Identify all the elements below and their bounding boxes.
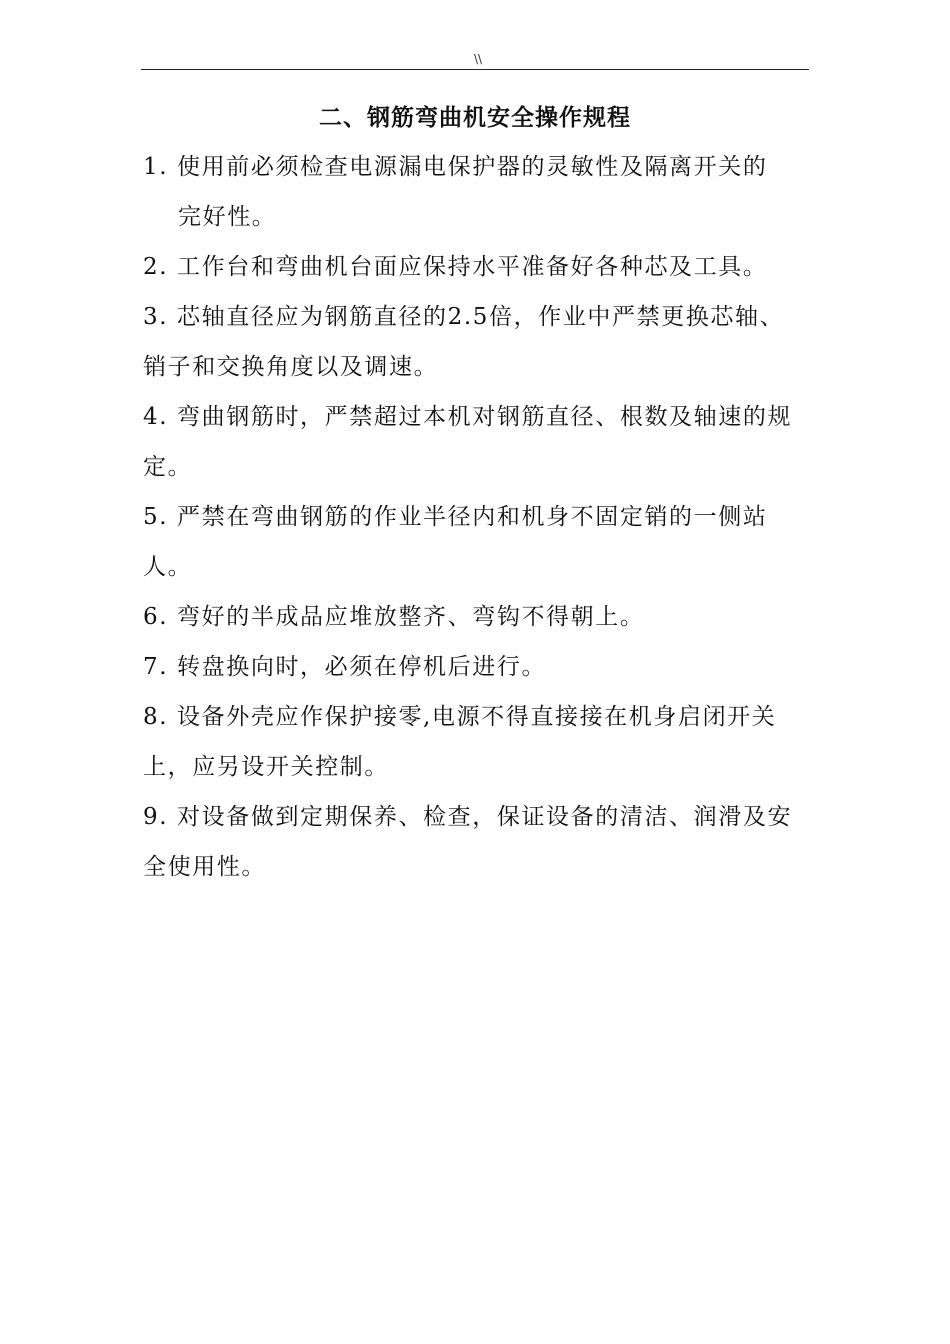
header-rule bbox=[141, 69, 809, 70]
rule-line: 2. 工作台和弯曲机台面应保持水平准备好各种芯及工具。 bbox=[143, 254, 768, 280]
rule-line: 6. 弯好的半成品应堆放整齐、弯钩不得朝上。 bbox=[143, 604, 645, 630]
rule-line: 全使用性。 bbox=[143, 854, 266, 880]
rule-line: 8. 设备外壳应作保护接零,电源不得直接接在机身启闭开关 bbox=[143, 704, 777, 730]
header-mark: \\ bbox=[473, 52, 483, 66]
rule-line: 人。 bbox=[143, 554, 193, 580]
rule-item-4 bbox=[143, 392, 809, 492]
rule-item-9 bbox=[143, 792, 809, 892]
rule-item-3 bbox=[143, 292, 809, 392]
rule-item-5 bbox=[143, 492, 809, 592]
rules-list bbox=[143, 142, 809, 892]
rule-item-7 bbox=[143, 642, 809, 692]
rule-item-8 bbox=[143, 692, 809, 792]
rule-line: 定。 bbox=[143, 454, 193, 480]
rule-line: 销子和交换角度以及调速。 bbox=[143, 354, 439, 380]
rule-item-1 bbox=[143, 142, 809, 242]
rule-item-6 bbox=[143, 592, 809, 642]
rule-line: 3. 芯轴直径应为钢筋直径的2.5倍，作业中严禁更换芯轴、 bbox=[143, 304, 785, 330]
page-title: 二、钢筋弯曲机安全操作规程 bbox=[319, 105, 631, 131]
rule-line: 完好性。 bbox=[178, 204, 277, 230]
rule-line: 1. 使用前必须检查电源漏电保护器的灵敏性及隔离开关的 bbox=[143, 154, 768, 180]
rule-item-2 bbox=[143, 242, 809, 292]
rule-line: 7. 转盘换向时，必须在停机后进行。 bbox=[143, 654, 547, 680]
rule-line: 上，应另设开关控制。 bbox=[143, 754, 389, 780]
rule-line: 4. 弯曲钢筋时，严禁超过本机对钢筋直径、根数及轴速的规 bbox=[143, 404, 793, 430]
rule-line: 9. 对设备做到定期保养、检查，保证设备的清洁、润滑及安 bbox=[143, 804, 793, 830]
rule-line: 5. 严禁在弯曲钢筋的作业半径内和机身不固定销的一侧站 bbox=[143, 504, 768, 530]
